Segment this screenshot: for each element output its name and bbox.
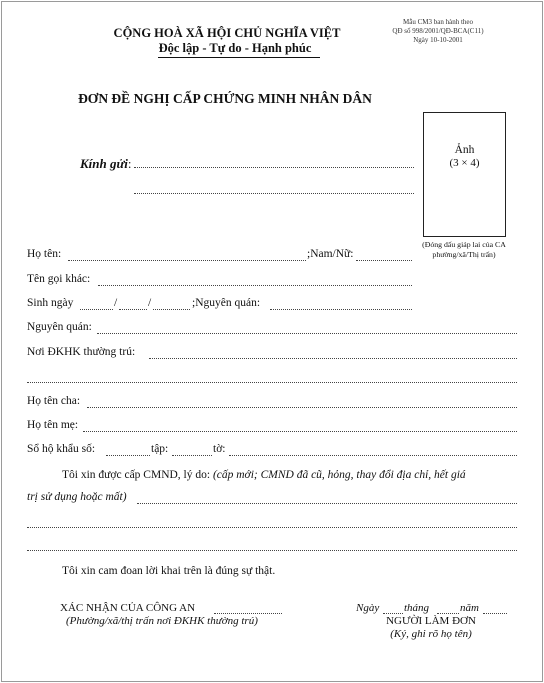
kinh-gui-label: Kính gửi:: [80, 156, 132, 171]
tap-label: tập:: [151, 443, 169, 455]
motto: Độc lập - Tự do - Hạnh phúc: [158, 41, 312, 55]
ten-goi-khac-label: Tên gọi khác:: [27, 273, 91, 285]
applicant-title: NGƯỜI LÀM ĐƠN: [386, 615, 476, 627]
date-day-field[interactable]: [383, 613, 403, 614]
request-field-1[interactable]: [137, 503, 517, 504]
photo-size: (3 × 4): [449, 157, 480, 169]
kinh-gui-field-1[interactable]: [134, 167, 414, 168]
father-field[interactable]: [87, 407, 517, 408]
to-label: tờ:: [213, 443, 226, 455]
father-label: Họ tên cha:: [27, 395, 81, 407]
nguyen-quan-inline-label: ;Nguyên quán:: [192, 297, 261, 309]
police-confirm-sub: (Phường/xã/thị trấn nơi ĐKHK thường trú): [66, 615, 258, 627]
household-book-field[interactable]: [106, 455, 150, 456]
photo-label: Ảnh: [454, 144, 475, 156]
mother-field[interactable]: [83, 431, 517, 432]
date-nam-label: năm: [460, 602, 479, 614]
household-book-label: Sổ hộ khẩu số:: [27, 443, 96, 455]
request-field-2[interactable]: [27, 527, 517, 528]
to-field[interactable]: [229, 455, 517, 456]
request-line-1: Tôi xin được cấp CMND, lý do: (cấp mới; CMND đã cũ, hỏng, thay đổi địa chỉ, hết giá: [62, 469, 466, 481]
form-title: ĐƠN ĐỀ NGHỊ CẤP CHỨNG MINH NHÂN DÂN: [78, 91, 372, 106]
form-reference: Mẫu CM3 ban hành theo QĐ số 998/2001/QĐ-BCA(C11) Ngày 10-10-2001: [392, 18, 484, 44]
kinh-gui-field-2[interactable]: [134, 193, 414, 194]
commitment: Tôi xin cam đoan lời khai trên là đúng sự thật.: [62, 565, 276, 577]
mother-label: Họ tên mẹ:: [27, 419, 79, 431]
date-month-field[interactable]: [437, 613, 459, 614]
nguyen-quan-inline-field[interactable]: [270, 309, 412, 310]
police-confirm-field[interactable]: [214, 613, 282, 614]
ho-ten-field[interactable]: [68, 260, 306, 261]
police-confirm-title: XÁC NHẬN CỦA CÔNG AN: [60, 602, 196, 614]
date-ngay-label: Ngày: [356, 602, 380, 614]
date-thang-label: tháng: [404, 602, 430, 614]
dob-sep-2: /: [148, 297, 152, 309]
request-field-3[interactable]: [27, 550, 517, 551]
date-year-field[interactable]: [483, 613, 507, 614]
motto-underline: [158, 57, 320, 58]
dob-month-field[interactable]: [119, 309, 147, 310]
dob-label: Sinh ngày: [27, 297, 74, 309]
country-header: CỘNG HOÀ XÃ HỘI CHỦ NGHĨA VIỆT: [113, 26, 341, 40]
nguyen-quan-label: Nguyên quán:: [27, 321, 92, 333]
gender-field[interactable]: [356, 260, 412, 261]
request-line-2: trị sử dụng hoặc mất): [27, 491, 127, 503]
dkhk-label: Nơi ĐKHK thường trú:: [27, 346, 136, 358]
ten-goi-khac-field[interactable]: [98, 285, 412, 286]
dkhk-field-1[interactable]: [149, 358, 517, 359]
nguyen-quan-field[interactable]: [97, 333, 517, 334]
photo-box: [423, 112, 506, 237]
ho-ten-label: Họ tên:: [27, 248, 62, 260]
tap-field[interactable]: [172, 455, 212, 456]
dkhk-field-2[interactable]: [27, 382, 517, 383]
applicant-sub: (Ký, ghi rõ họ tên): [390, 628, 472, 640]
dob-sep-1: /: [114, 297, 118, 309]
dob-year-field[interactable]: [153, 309, 190, 310]
photo-note: (Đóng dấu giáp lai của CA phường/xã/Thị trấn): [422, 240, 506, 259]
gender-label: ;Nam/Nữ:: [307, 248, 354, 260]
dob-day-field[interactable]: [80, 309, 113, 310]
